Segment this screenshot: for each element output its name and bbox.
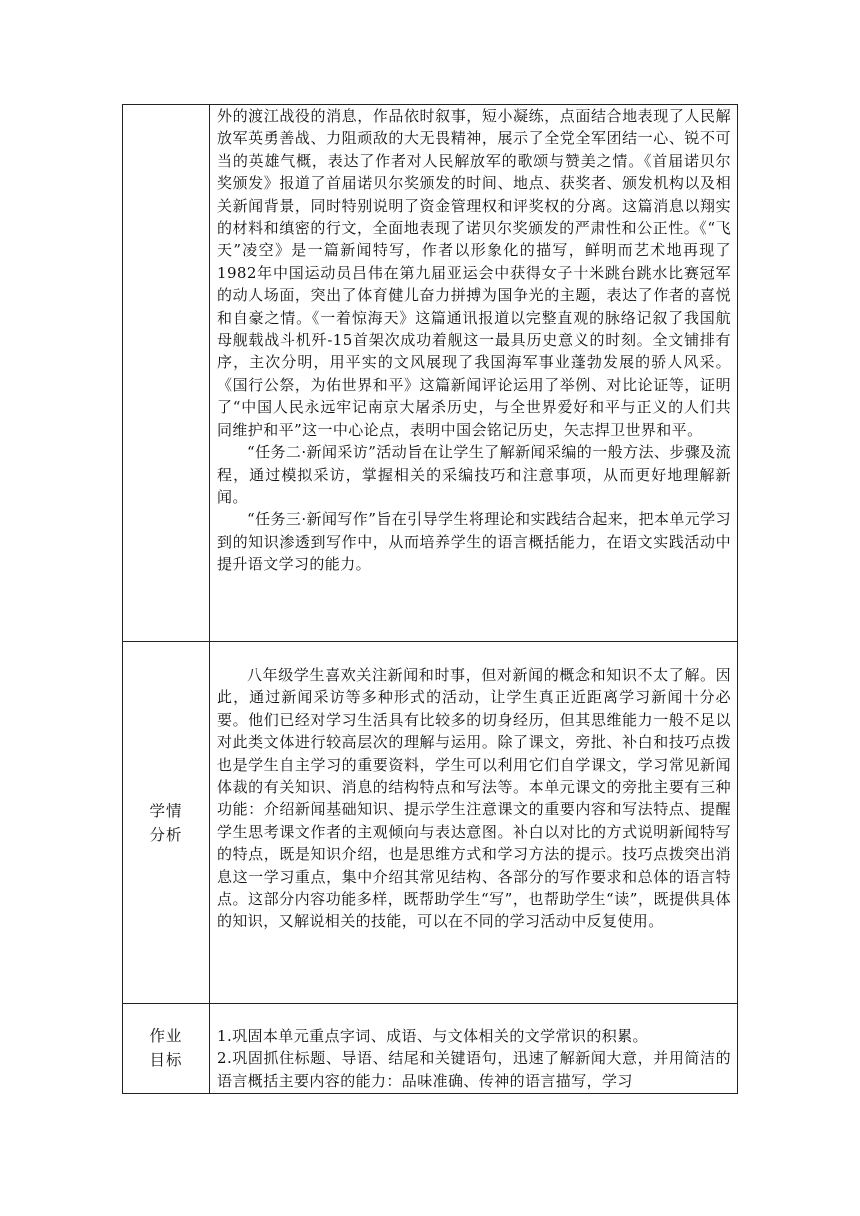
list-item-goal-1: 1.巩固本单元重点字词、成语、与文体相关的文学常识的积累。 <box>217 1027 648 1045</box>
row-label-cell-student-analysis <box>123 642 210 1004</box>
table-row-homework-goals <box>123 1004 738 1094</box>
lesson-plan-table <box>122 104 738 1094</box>
paragraph-task-two: “任务二·新闻采访”活动旨在让学生了解新闻采编的一般方法、步骤及流程，通过模拟采访，掌握相关的采编技巧和注意事项，从而更好地理解新闻。 <box>217 443 731 506</box>
table-row-student-analysis <box>123 642 738 1004</box>
row-label-cell-empty <box>123 105 210 642</box>
row-content-cell <box>210 105 738 642</box>
list-item-goal-2: 2.巩固抓住标题、导语、结尾和关键语句，迅速了解新闻大意，并用简洁的语言概括主要内容的能力：品味准确、传神的语言描写，学习 <box>217 1049 731 1090</box>
row-label: 作业目标 <box>149 1027 183 1069</box>
paragraph-text-analysis: 外的渡江战役的消息，作品依时叙事，短小凝练，点面结合地表现了人民解放军英勇善战、力阻顽敌的大无畏精神，展示了全党全军团结一心、锐不可当的英雄气概，表达了作者对人民解放军的歌颂与赞美之情。《首届诺贝尔奖颁发》报道了首届诺贝尔奖颁发的时间、地点、获奖者、颁发机构以及相关新闻背景，同时特别说明了资金管理权和评奖权的分离。这篇消息以翔实的材料和缜密的行文，全面地表现了诺贝尔奖颁发的严肃性和公正性。《“飞天”凌空》是一篇新闻特写，作者以形象化的描写，鲜明而艺术地再现了1982年中国运动员吕伟在第九届亚运会中获得女子十米跳台跳水比赛冠军的动人场面，突出了体育健儿奋力拼搏为国争光的主题，表达了作者的喜悦和自豪之情。《一着惊海天》这篇通讯报道以完整直观的脉络记叙了我国航母舰载战斗机歼-15首架次成功着舰这一最具历史意义的时刻。全文铺排有序，主次分明，用平实的文风展现了我国海军事业蓬勃发展的骄人风采。《国行公祭，为佑世界和平》这篇新闻评论运用了举例、对比论证等，证明了“中国人民永远牢记南京大屠杀历史，与全世界爱好和平与正义的人们共同维护和平”这一中心论点，表明中国会铭记历史，矢志捍卫世界和平。 <box>217 107 731 439</box>
table-row-unit-content <box>123 105 738 642</box>
row-label: 学情分析 <box>149 801 183 844</box>
row-label-cell-homework-goals <box>123 1004 210 1094</box>
row-content-cell <box>210 1004 738 1094</box>
row-content-cell <box>210 642 738 1004</box>
paragraph-student-analysis: 八年级学生喜欢关注新闻和时事，但对新闻的概念和知识不太了解。因此，通过新闻采访等多种形式的活动，让学生真正近距离学习新闻十分必要。他们已经对学习生活具有比较多的切身经历，但其思维能力一般不足以对此类文体进行较高层次的理解与运用。除了课文，旁批、补白和技巧点拨也是学生自主学习的重要资料，学生可以利用它们自学课文，学习常见新闻体裁的有关知识、消息的结构特点和写法等。本单元课文的旁批主要有三种功能：介绍新闻基础知识、提示学生注意课文的重要内容和写法特点、提醒学生思考课文作者的主观倾向与表达意图。补白以对比的方式说明新闻特写的特点，既是知识介绍，也是思维方式和学习方法的提示。技巧点拨突出消息这一学习重点，集中介绍其常见结构、各部分的写作要求和总体的语言特点。这部分内容功能多样，既帮助学生“写”，也帮助学生“读”，既提供具体的知识，又解说相关的技能，可以在不同的学习活动中反复使用。 <box>217 666 731 931</box>
paragraph-task-three: “任务三·新闻写作”旨在引导学生将理论和实践结合起来，把本单元学习到的知识渗透到写作中，从而培养学生的语言概括能力，在语文实践活动中提升语文学习的能力。 <box>217 510 731 574</box>
